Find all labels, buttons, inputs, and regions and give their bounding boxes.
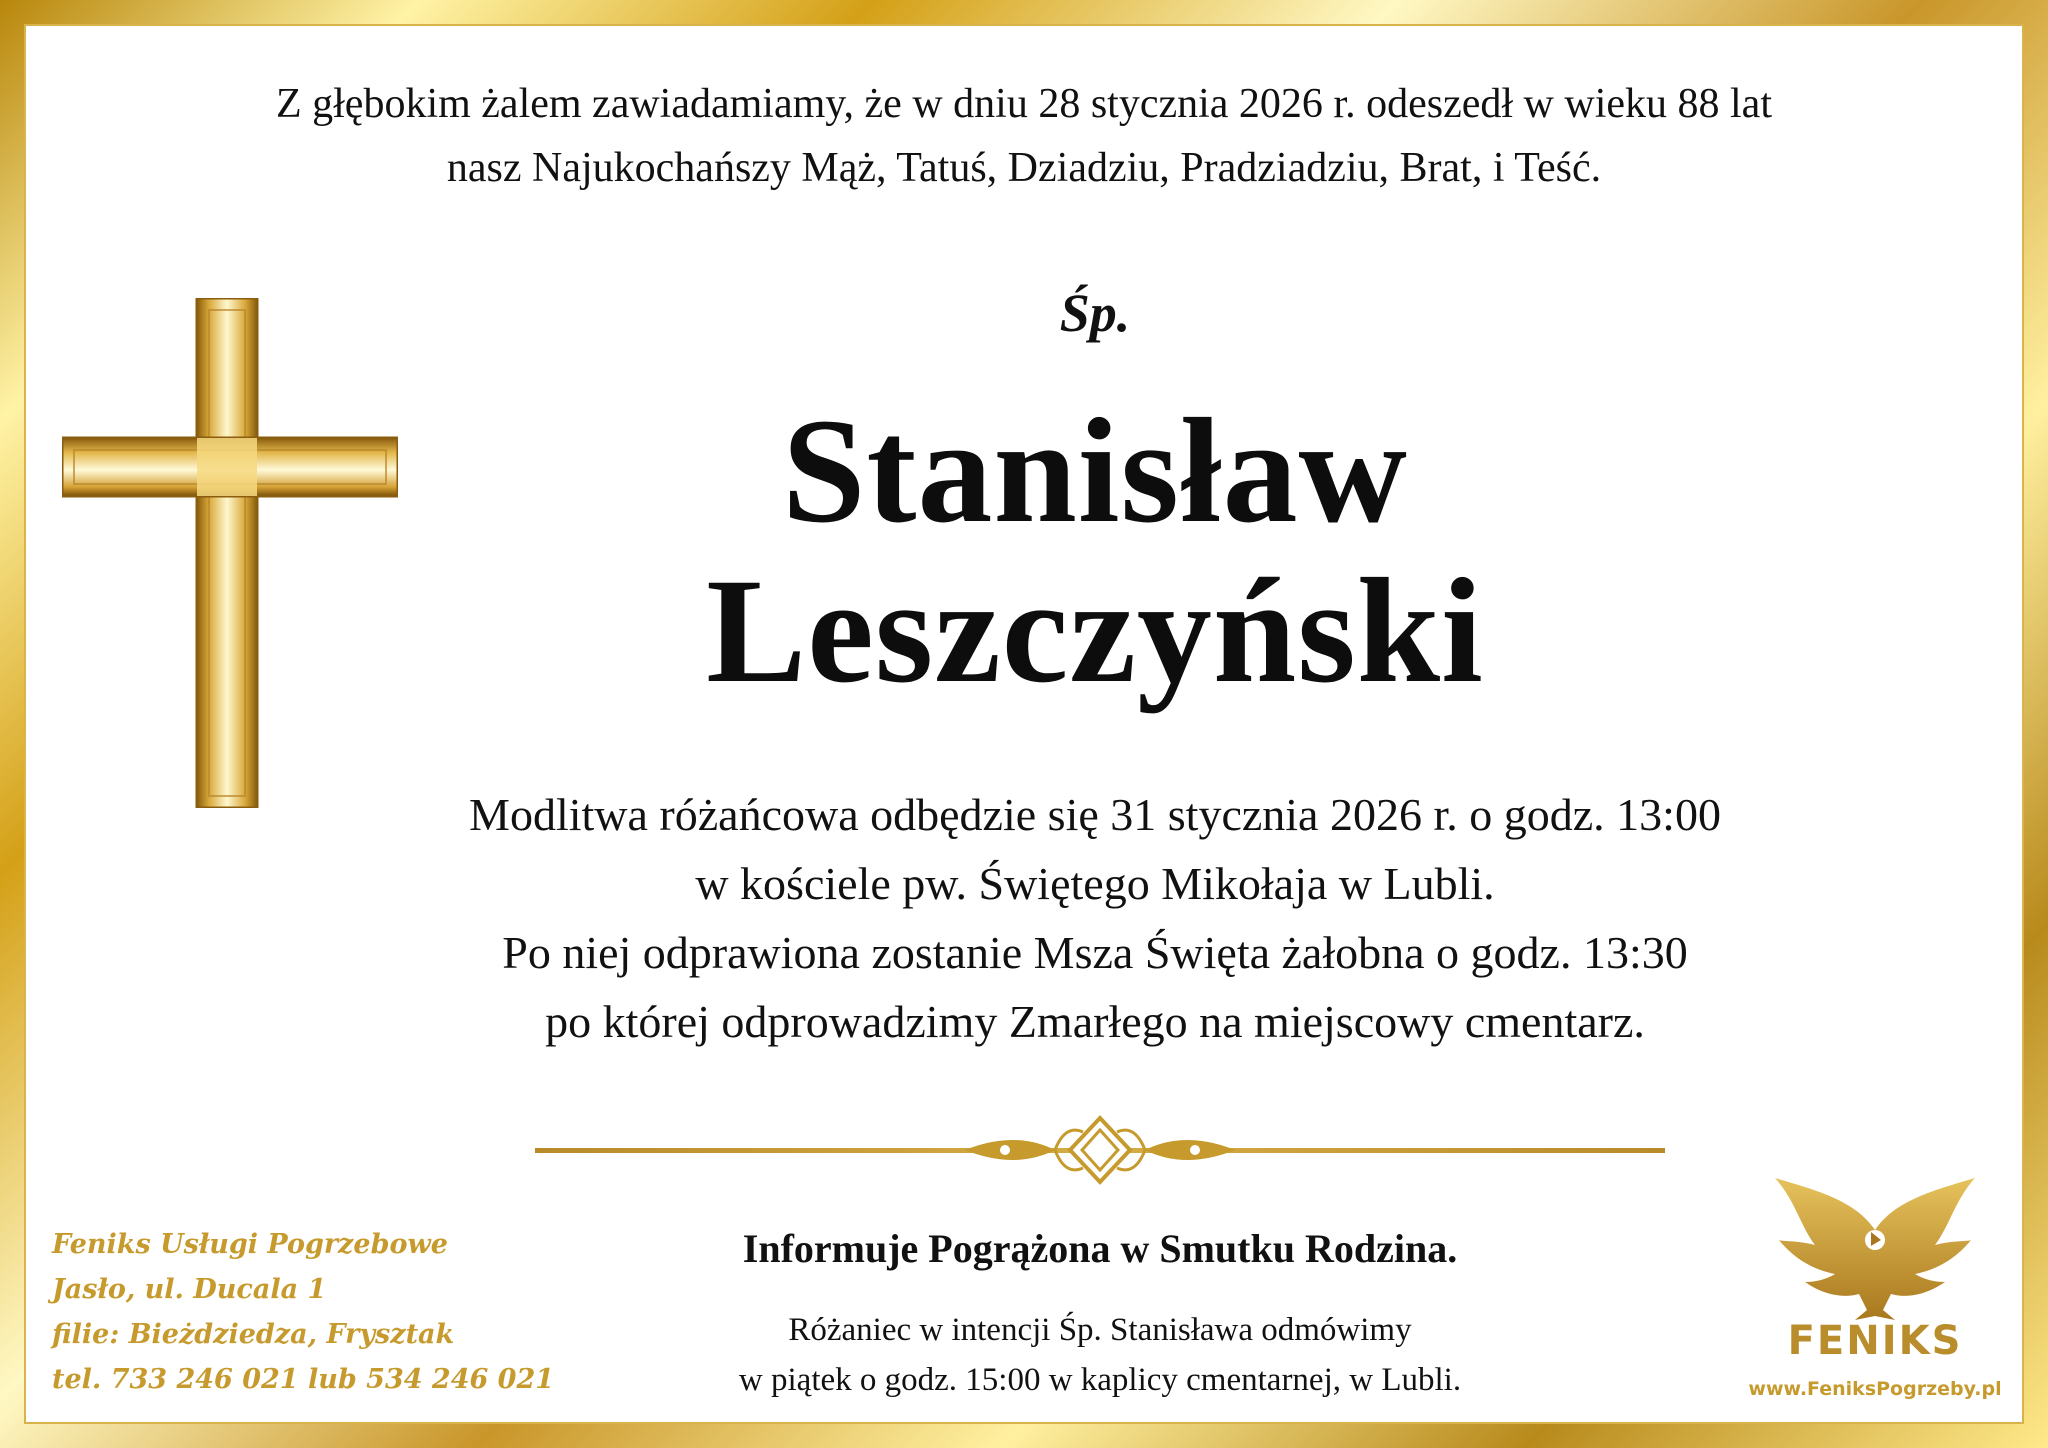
ceremony-details bbox=[0, 780, 2048, 1056]
logo-wordmark: FENIKS bbox=[1787, 1318, 1963, 1364]
intro-line-2: nasz Najukochańszy Mąż, Tatuś, Dziadziu, Pradziadziu, Brat, i Teść. bbox=[446, 145, 1602, 191]
company-phone: tel. 733 246 021 lub 534 246 021 bbox=[52, 1364, 555, 1395]
ceremony-line-2: w kościele pw. Świętego Mikołaja w Lubli. bbox=[695, 858, 1495, 909]
ceremony-line-3: Po niej odprawiona zostanie Msza Święta żałobna o godz. 13:30 bbox=[502, 927, 1688, 978]
phoenix-icon bbox=[1755, 1170, 1995, 1410]
ornament-divider-icon bbox=[535, 1110, 1665, 1190]
company-branches: filie: Bieżdziedza, Frysztak bbox=[52, 1319, 455, 1350]
honorific: Śp. bbox=[1059, 283, 1131, 343]
ceremony-line-1: Modlitwa różańcowa odbędzie się 31 stycznia 2026 r. o godz. 13:00 bbox=[469, 789, 1721, 840]
company-info bbox=[52, 1222, 554, 1402]
company-name: Feniks Usługi Pogrzebowe bbox=[52, 1229, 448, 1260]
ceremony-line-4: po której odprowadzimy Zmarłego na miejscowy cmentarz. bbox=[545, 996, 1645, 1047]
intro-text bbox=[0, 72, 2048, 200]
company-address: Jasło, ul. Ducala 1 bbox=[52, 1274, 327, 1305]
rosary-line-1: Różaniec w intencji Śp. Stanisława odmówimy bbox=[788, 1312, 1412, 1348]
deceased-first-name: Stanisław bbox=[782, 388, 1408, 554]
deceased-last-name: Leszczyński bbox=[706, 548, 1484, 714]
intro-line-1: Z głębokim żalem zawiadamiamy, że w dniu 28 stycznia 2026 r. odeszedł w wieku 88 lat bbox=[275, 81, 1772, 127]
rosary-line-2: w piątek o godz. 15:00 w kaplicy cmentarnej, w Lubli. bbox=[738, 1362, 1462, 1398]
family-note: Informuje Pogrążona w Smutku Rodzina. bbox=[742, 1226, 1458, 1271]
logo-url: www.FeniksPogrzeby.pl bbox=[1748, 1378, 2002, 1400]
